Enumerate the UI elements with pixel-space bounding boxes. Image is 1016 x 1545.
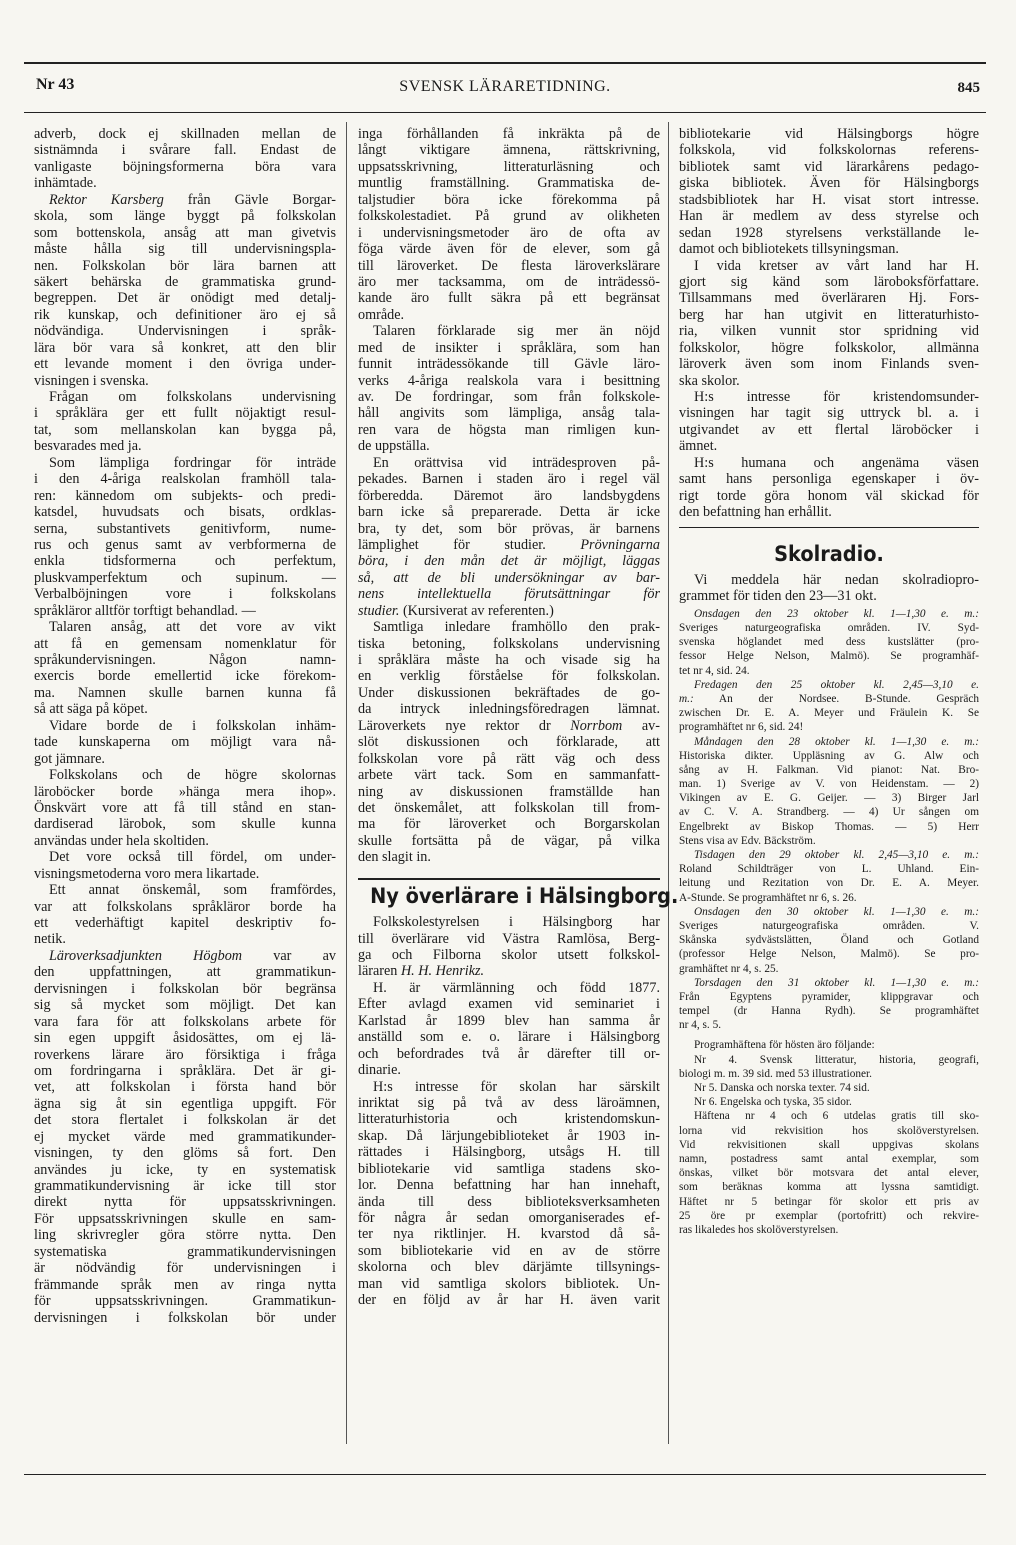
text-line: ma. Namnen skulle barnen kunna få	[34, 684, 336, 701]
text-line: ras likaledes hos skolöverstyrelsen.	[679, 1223, 839, 1236]
text-line: programhäftet nr 6, sid. 24!	[679, 721, 804, 734]
text-line: Folkskolans och de högre skolornas	[49, 767, 336, 784]
text-line: H:s humana och angenäma väsen	[694, 454, 979, 471]
text-line: lära bör vara så konkret, att den blir	[34, 339, 336, 356]
skolradio-footer	[679, 1038, 979, 1237]
text-line: vara fara för att folkskolans arbete för	[34, 1013, 336, 1030]
text-line: läroböcker borde »hänga mera ihop».	[34, 783, 336, 800]
text-line: verks 4-åriga realskola vara i besittning	[358, 372, 660, 389]
text-line: direkt nytta för uppsatsskrivningen.	[34, 1194, 336, 1211]
text-line: nen. Folkskolan bör lära barnen att	[34, 257, 336, 274]
text-line: folkskolan vore på rätt väg och dess	[358, 750, 660, 767]
text-line: inga förhållanden få inkräkta på de	[358, 126, 660, 142]
text-line: zwischen Dr. E. A. Meyer und Fräulein K. Se	[679, 707, 979, 720]
text-line: språkläror alltför torftigt behandlad. —	[34, 602, 256, 619]
text-line: skolorna och blev därjämte tillsynings-	[358, 1259, 660, 1276]
header-rule	[24, 112, 986, 113]
text-line: tade kunskaperna om möjligt vara nå-	[34, 734, 336, 751]
column-divider-1	[346, 122, 347, 1444]
text-line: fessor Helge Nelson, Malmö). Se programhäf-	[679, 650, 979, 663]
text-line: ren: kännedom om subjekts- och predi-	[34, 487, 336, 504]
text-line: ter nya riktlinjer. H. kvarstod då så-	[358, 1226, 660, 1243]
text-line: Häftena nr 4 och 6 utdelas gratis till sko-	[694, 1110, 979, 1123]
text-line: ling skrivregler göra större nytta. Den	[34, 1227, 336, 1244]
overlarare-continuation	[679, 126, 979, 521]
text-line: ning av diskussionen framställde han	[358, 783, 660, 800]
skolradio-program	[679, 607, 979, 1033]
text-line: Han är medlem av dess styrelse och	[679, 208, 979, 225]
text-line: slöt diskussionen och förklarade, att	[358, 734, 660, 751]
text-line: funnit inträdessökande till Gävle läro-	[358, 356, 660, 373]
text-line: Vidare borde de i folkskolan inhäm-	[49, 717, 336, 734]
text-line: tempel (dr Hanna Rydh). Se programhäftet	[679, 1005, 979, 1018]
text-line: dardiserad lärobok, som skulle kunna	[34, 816, 336, 833]
text-line: man. 1) Sverige av V. von Heidenstam. — 2)	[679, 778, 979, 791]
text-line: utgivandet av ett flertal läroböcker i	[679, 421, 979, 438]
text-line: att få en gemensam nomenklatur för	[34, 635, 336, 652]
text-line: av. De fordringar, som från folkskole-	[358, 389, 660, 405]
text-line: H. är värmlänning och född 1877.	[373, 979, 660, 996]
text-line: Vi meddela här nedan skolradiopro-	[694, 571, 979, 588]
text-line: som beräknas komma att lyssna samtidigt.	[679, 1181, 979, 1194]
text-line: anställd som e. o. lärare i Hälsingborg	[358, 1029, 660, 1046]
headline-overlarare: Ny överlärare i Hälsingborg.	[370, 883, 679, 908]
text-line: äro mer tacksamma, om de inträdessö-	[358, 273, 660, 290]
text-line: bra, ty det, som bör prövas, är barnens	[358, 520, 660, 537]
column-3	[679, 126, 979, 1237]
text-line: med de insikter i språklära, som han	[358, 339, 660, 356]
text-line: Onsdagen den 30 oktober kl. 1—1,30 e. m.:	[694, 905, 979, 918]
text-line: pekades. Barnen i staden äro i regel väl	[358, 471, 660, 488]
column-1	[34, 126, 336, 1326]
text-line: så, att de bli undersökningar av bar-	[358, 569, 660, 586]
text-line: skola, som länge byggt på folkskolan	[34, 208, 336, 225]
text-line: böra, i den mån det är möjligt, läggas	[358, 553, 660, 570]
page-header	[24, 76, 986, 106]
text-line: och befordrades två år därefter till or-	[358, 1045, 660, 1062]
text-line: Engelbrekt av Biskop Thomas. — 5) Herr	[679, 820, 979, 833]
text-line: arbete värt tack. Som en sammanfatt-	[358, 767, 660, 784]
journal-title: SVENSK LÄRARETIDNING.	[399, 78, 611, 95]
text-line: dervisningen i folkskolan bör under	[34, 1309, 336, 1326]
text-line: språkundervisningen. Någon namn-	[34, 652, 336, 668]
text-line: Måndagen den 28 oktober kl. 1—1,30 e. m.:	[694, 735, 979, 748]
text-line: Verbalböjningen vore i folkskolans	[34, 586, 336, 603]
text-line: sin egen uppgift åsidosättes, om ej lä-	[34, 1030, 336, 1047]
text-line: Nr 5. Danska och norska texter. 74 sid.	[694, 1082, 870, 1095]
text-line: netik.	[34, 931, 66, 948]
text-line: grammatikundervisning är icke till stor	[34, 1178, 336, 1194]
text-line: dinarie.	[358, 1062, 401, 1079]
text-line: ämnet.	[679, 438, 718, 455]
text-line: nens intellektuella förutsättningar för	[358, 586, 660, 603]
text-line: Torsdagen den 31 oktober kl. 1—1,30 e. m.:	[694, 976, 979, 989]
text-line: för uppsatsskrivningen. Grammatikun-	[34, 1293, 336, 1310]
text-line: ska skolor.	[679, 372, 740, 389]
text-line: läroverk även som inom Finlands sven-	[679, 356, 979, 373]
text-line: stadsbibliotek har H. visat stort intresse.	[679, 191, 979, 208]
text-line: begreppen. Det är onödigt med detalj-	[34, 290, 336, 307]
text-line: måste hålla sig till undervisningspla-	[34, 241, 336, 258]
text-line: Som lämpliga fordringar för inträde	[49, 454, 336, 471]
text-line: det stora flertalet i folkskolan är det	[34, 1112, 336, 1129]
text-line: Nr 6. Engelska och tyska, 35 sidor.	[694, 1096, 852, 1109]
text-line: ägna sig åt sin egentliga uppgift. För	[34, 1095, 336, 1112]
text-line: 25 öre pr exemplar (portofritt) och rekvire-	[679, 1209, 979, 1222]
text-line: om fordringarna i språklära. Det är gi-	[34, 1062, 336, 1079]
text-line: skulle fortsätta på de vägar, på vilka	[358, 832, 660, 849]
text-line: Häftet nr 5 betingar för skolor ett pris av	[679, 1195, 979, 1208]
text-line: ett vederhäftigt kapitel deskriptiv fo-	[34, 915, 336, 931]
text-line: som bottenskola, ansåg att man givetvis	[34, 224, 336, 241]
text-line: vanligaste böjningsformerna böra vara	[34, 158, 336, 175]
text-line: Samtliga inledare framhöllo den prak-	[373, 619, 660, 636]
text-line: H:s intresse för skolan har särskilt	[373, 1078, 660, 1095]
skolradio-intro	[679, 572, 979, 605]
text-line: Det vore också till fördel, om under-	[49, 849, 336, 866]
text-line: Rektor Karsberg från Gävle Borgar-	[49, 191, 336, 208]
text-line: damot och bibliotekets tillsyningsman.	[679, 241, 899, 258]
text-line: föga värde även för de elever, som gå	[358, 241, 660, 258]
text-line: läraren H. H. Henrikz.	[358, 963, 485, 980]
text-line: sedan 1928 styrelsens verkställande le-	[679, 224, 979, 241]
text-line: ga och Filborna skolor utsett folkskol-	[358, 947, 660, 964]
column-divider-2	[668, 122, 669, 1444]
text-line: förberedda. Däremot äro landsbygdens	[358, 487, 660, 504]
text-line: m.: An der Nordsee. B-Stunde. Gespräch	[679, 692, 979, 705]
text-line: grammet för tiden den 23—31 okt.	[679, 588, 877, 605]
text-line: folkskolor, högre folkskolor, allmänna	[679, 339, 979, 356]
text-line: Från Egyptens pyramider, klippgravar och	[679, 990, 979, 1003]
text-line: berg har han utgivit en litteraturhisto-	[679, 306, 979, 323]
text-line: tet nr 4, sid. 24.	[679, 664, 750, 677]
text-line: nr 4, s. 5.	[679, 1019, 722, 1032]
text-line: sistnämnda i svårare fall. Endast de	[34, 142, 336, 159]
text-line: systematiska grammatikundervisningen	[34, 1243, 336, 1260]
text-line: Tisdagen den 29 oktober kl. 2,45—3,10 e. m.:	[694, 849, 979, 862]
section-divider	[358, 878, 660, 880]
text-line: tat, som mellanskolan kan bygga på,	[34, 421, 336, 438]
text-line: samt hans personliga egenskaper i öv-	[679, 471, 979, 488]
text-line: I vida kretser av vårt land har H.	[694, 257, 979, 274]
column-2	[358, 126, 679, 1309]
text-line: Historiska dikter. Uppläsning av G. Alw och	[679, 749, 979, 762]
text-line: bibliotek samt vid lärarkårens pedago-	[679, 158, 979, 175]
text-line: Talaren förklarade sig mer än nöjd	[373, 323, 660, 340]
text-line: Sveriges naturgeografiska områden. IV. Syd-	[679, 622, 979, 635]
headline-skolradio: Skolradio.	[774, 541, 884, 566]
text-line: H:s intresse för kristendomsunder-	[694, 389, 979, 405]
article-continuation	[34, 126, 336, 1326]
bottom-rule	[24, 1474, 986, 1475]
text-line: folkskolestadiet. På grund av olikheten	[358, 208, 660, 225]
text-line: långt viktigare ämnena, rättskrivning,	[358, 142, 660, 159]
text-line: sång av H. Falkman. Vid pianot: Nat. Bro-	[679, 763, 979, 776]
text-line: är nödvändig för undervisningen i	[34, 1260, 336, 1277]
text-line: håll angivits som lämpliga, ansåg tala-	[358, 405, 660, 422]
text-line: leitung und Rezitation von Dr. E. A. Meyer.	[679, 877, 979, 890]
text-line: giska bibliotek. Även för Hälsingborgs	[679, 175, 979, 192]
text-line: Läroverkets nye rektor dr Norrbom av-	[358, 717, 660, 734]
text-line: i språklära ger ett fullt nöjaktigt resul-	[34, 405, 336, 422]
text-line: inhämtade.	[34, 175, 97, 192]
text-line: Läroverksadjunkten Högbom var av	[49, 947, 336, 964]
text-line: så att säga på köpet.	[34, 701, 148, 718]
text-line: i den 4-åriga realskolan framhöll tala-	[34, 471, 336, 488]
text-line: rigt torde göra honom väl skickad för	[679, 487, 979, 504]
text-line: muntlig framställning. Grammatiska de-	[358, 175, 660, 192]
text-line: den slagit in.	[358, 849, 431, 866]
text-line: till läroverket. De flesta läroverkslärare	[358, 257, 660, 274]
text-line: Folkskolestyrelsen i Hälsingborg har	[373, 914, 660, 931]
text-line: skap. Då lärjungebiblioteket år 1903 in-	[358, 1127, 660, 1144]
text-line: serna, substantivets genitivform, nume-	[34, 520, 336, 537]
text-line: visningen i svenska.	[34, 372, 149, 389]
text-line: rik kunskap, och definitioner äro ej så	[34, 306, 336, 323]
text-line: uppsatsskrivning, litteraturläsning och	[358, 158, 660, 175]
text-line: användas under hela skoltiden.	[34, 832, 209, 849]
text-line: got jämnare.	[34, 750, 105, 767]
text-line: ren vara de högsta man rimligen kun-	[358, 421, 660, 438]
text-line: namn, postadress samt antal exemplar, som	[679, 1152, 979, 1165]
overlarare-article	[358, 914, 660, 1309]
text-line: ria, vilken vunnit stor spridning vid	[679, 323, 979, 340]
text-line: studier. (Kursiverat av referenten.)	[358, 602, 554, 619]
text-line: rus och genus samt av verbformerna de	[34, 536, 336, 553]
text-line: användes ju icke, ty en systematisk	[34, 1161, 336, 1178]
text-line: område.	[358, 306, 405, 323]
text-line: Efter avlagd examen vid seminariet i	[358, 996, 660, 1013]
text-line: ända till dess biblioteksverksamheten	[358, 1193, 660, 1210]
text-line: katsdel, huvudsats och bisats, ordklas-	[34, 504, 336, 521]
text-line: lorna vid rekvisition hos skolöverstyrelsen.	[679, 1124, 979, 1137]
text-line: Tillsammans med överläraren Hj. Fors-	[679, 290, 979, 307]
text-line: barn icke så preparerade. Detta är icke	[358, 504, 660, 521]
text-line: den uppfattningen, att grammatikun-	[34, 964, 336, 981]
text-line: gjort sig känd som läroboksförfattare.	[679, 273, 979, 290]
text-line: da intryck inledningsföredragen lämnat.	[358, 701, 660, 718]
top-rule	[24, 62, 986, 64]
text-line: (professor Helge Nelson, Malmö). Se pro-	[679, 948, 979, 961]
text-line: i språklära måste ha och visade sig ha	[358, 652, 660, 668]
text-line: Talaren ansåg, att det vore av vikt	[49, 619, 336, 636]
text-line: Önskvärt vore att få till stånd en stan-	[34, 799, 336, 816]
text-line: till överlärare vid Västra Ramlösa, Berg-	[358, 930, 660, 947]
text-line: Frågan om folkskolans undervisning	[49, 389, 336, 405]
text-line: taljstudier böra icke förekomma på	[358, 191, 660, 208]
text-line: var att folkskolans språkläror borde ha	[34, 898, 336, 915]
section-divider-2	[679, 527, 979, 528]
text-line: lor. Denna befattning har han innehaft,	[358, 1177, 660, 1194]
text-line: en verklig förståelse för folkskolan.	[358, 668, 660, 685]
text-line: Stens visa av Edv. Bäckström.	[679, 834, 816, 847]
text-line: dervisningen i folkskolan bör begränsa	[34, 980, 336, 997]
text-line: pluskvamperfektum och supinum. —	[34, 569, 336, 586]
text-line: Onsdagen den 23 oktober kl. 1—1,30 e. m.:	[694, 607, 979, 620]
text-line: man vid samtliga skolors bibliotek. Un-	[358, 1275, 660, 1292]
text-line: inriktat sig på två av dess läroämnen,	[358, 1094, 660, 1111]
text-line: Fredagen den 25 oktober kl. 2,45—3,10 e.	[694, 678, 979, 691]
text-line: visningen, ty den glöms så fort. Den	[34, 1145, 336, 1162]
text-line: lämplighet för studier. Prövningarna	[358, 536, 660, 553]
text-line: kande äro fullt säkra på ett begränsat	[358, 290, 660, 307]
text-line: Under diskussionen bekräftades de go-	[358, 684, 660, 701]
text-line: Sveriges naturgeografiska områden. V.	[679, 919, 979, 932]
text-line: den befattning han erhållit.	[679, 504, 832, 521]
text-line: Programhäftena för hösten äro följande:	[694, 1039, 875, 1052]
text-line: som bibliotekarie vid en av de större	[358, 1242, 660, 1259]
text-line: Karlstad år 1899 blev han samma år	[358, 1012, 660, 1029]
text-line: A-Stunde. Se programhäftet nr 6, s. 26.	[679, 891, 857, 904]
text-line: i undervisningsmetoder äro de ofta av	[358, 224, 660, 241]
text-line: ej mycket värde med grammatikunder-	[34, 1128, 336, 1145]
text-line: de uppställa.	[358, 438, 430, 455]
text-line: enkla tidsformerna och perfektum,	[34, 553, 336, 570]
text-line: ma för läroverket och Borgarskolan	[358, 816, 660, 833]
text-line: sig så mycket som möjligt. Det kan	[34, 997, 336, 1014]
text-line: der en följd av år har H. även varit	[358, 1292, 660, 1309]
text-line: biologi m. m. 39 sid. med 53 illustrationer.	[679, 1067, 872, 1080]
text-line: av C. V. A. Strandberg. — 4) Ur sången om	[679, 806, 979, 819]
text-line: säkert behärska de grammatiska grund-	[34, 273, 336, 290]
issue-number: Nr 43	[36, 76, 75, 93]
text-line: Roland Schildträger von L. Uhland. Ein-	[679, 863, 979, 876]
text-line: En orättvisa vid inträdesproven på-	[373, 454, 660, 471]
text-line: ett levande moment i den övriga under-	[34, 356, 336, 373]
text-line: visningsmetoderna voro mera likartade.	[34, 865, 260, 882]
text-line: tiska betoning, folkskolans undervisning	[358, 635, 660, 652]
text-line: främmande språk men av ringa nytta	[34, 1276, 336, 1293]
text-line: adverb, dock ej skillnaden mellan de	[34, 126, 336, 142]
newspaper-page	[24, 62, 986, 1482]
text-line: För uppsatsskrivningen skulle en sam-	[34, 1210, 336, 1227]
text-line: det önskemålet, att folkskolan till from-	[358, 799, 660, 816]
text-line: Vid rekvisitionen skall uppgivas skolans	[679, 1138, 979, 1151]
text-line: visningen har tagit sig uttryck bl. a. i	[679, 405, 979, 422]
text-line: för några år sedan omorganiserades ef-	[358, 1210, 660, 1227]
text-line: svenska höglandet med dess kustslätter (pro-	[679, 636, 979, 649]
text-line: Ett annat önskemål, som framfördes,	[49, 882, 336, 899]
text-line: bibliotekarie vid samtliga stadens sko-	[358, 1160, 660, 1177]
text-line: litteraturhistoria och kristendomskun-	[358, 1111, 660, 1128]
text-line: roverkens lärare äro försiktiga i fråga	[34, 1046, 336, 1063]
text-line: vet, att folkskolan i första hand bör	[34, 1079, 336, 1096]
text-line: Skånska sydvästslätten, Öland och Gotland	[679, 934, 979, 947]
text-line: gramhäftet nr 4, s. 25.	[679, 962, 779, 975]
article-continuation-2	[358, 126, 660, 866]
text-line: besvarades med ja.	[34, 438, 142, 455]
page-number: 845	[957, 80, 980, 96]
text-line: nödvändiga. Undervisningen i språk-	[34, 323, 336, 340]
text-line: Nr 4. Svensk litteratur, historia, geografi,	[694, 1053, 979, 1066]
text-line: rättades i Hälsingborg, utsågs H. till	[358, 1144, 660, 1161]
text-line: Vikingen av E. G. Geijer. — 3) Birger Jarl	[679, 792, 979, 805]
text-line: önskas, vilket bör motsvara det antal elever,	[679, 1167, 979, 1180]
text-line: folkskola, vid folkskolornas referens-	[679, 142, 979, 159]
text-line: exercis borde emellertid icke förekom-	[34, 668, 336, 685]
text-line: bibliotekarie vid Hälsingborgs högre	[679, 126, 979, 142]
